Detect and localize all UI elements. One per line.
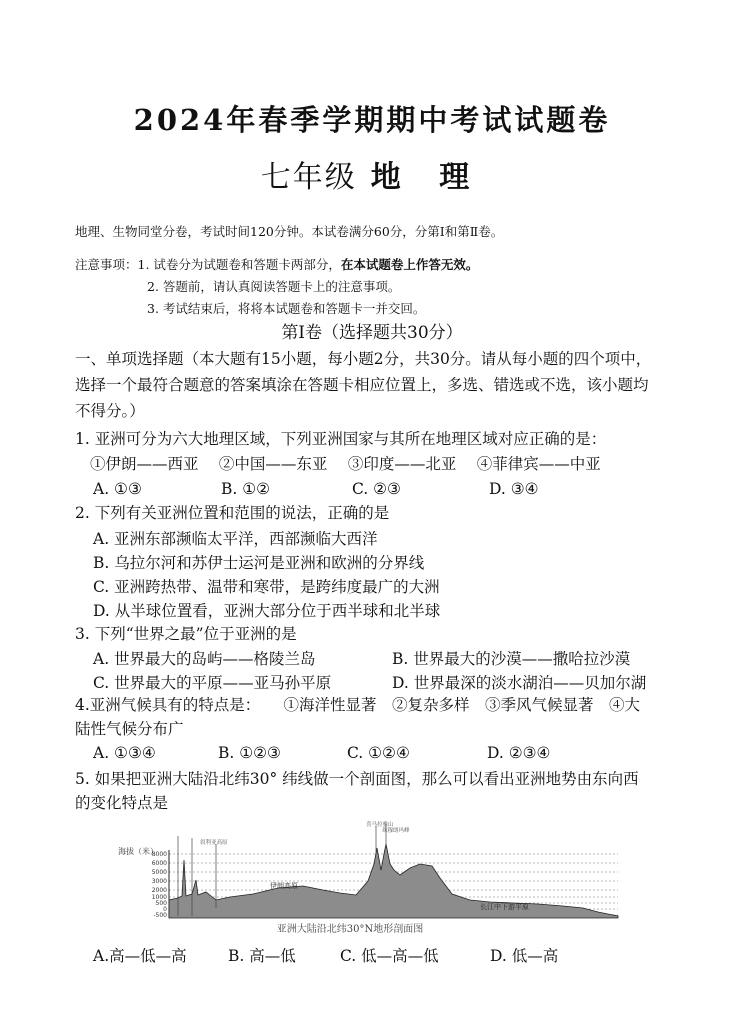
note-1-text: 1. 试卷分为试题卷和答题卡两部分， — [137, 257, 341, 272]
intro-text: 地理、生物同堂分卷，考试时间120分钟。本试卷满分60分，分第Ⅰ和第Ⅱ卷。 — [75, 224, 504, 239]
label-peak: 喜马拉雅山 — [366, 822, 394, 828]
label-plateau: 伊朗高原 — [270, 882, 298, 890]
q2-option-d[interactable]: D. 从半球位置看，亚洲大部分位于西半球和北半球 — [93, 602, 441, 620]
q4-stem-line-2: 陆性气候分布广 — [75, 720, 184, 738]
q1-option-b[interactable]: B. ①② — [221, 480, 271, 498]
q5-option-b[interactable]: B. 高—低 — [228, 947, 296, 965]
q5-option-c[interactable]: C. 低—高—低 — [340, 947, 439, 965]
q5-stem-line-2: 的变化特点是 — [75, 794, 169, 812]
part1-line-3: 不得分。） — [75, 402, 145, 420]
q5-option-a[interactable]: A.高—低—高 — [93, 947, 187, 965]
q5-stem-line-1: 5. 如果把亚洲大陆沿北纬30° 纬线做一个剖面图，那么可以看出亚洲地势由东向西 — [75, 770, 639, 788]
grade-subject — [0, 152, 744, 196]
exam-title: 2024年春季学期期中考试试题卷 — [133, 103, 611, 137]
q1-stem: 1. 亚洲可分为六大地理区域，下列亚洲国家与其所在地理区域对应正确的是： — [75, 430, 607, 448]
tick-500: 500 — [155, 900, 167, 907]
label-top-left: 叙利亚高原 — [200, 840, 228, 846]
label-yangtze: 长江中下游平原 — [480, 903, 529, 911]
tick-0: 0 — [163, 906, 167, 913]
notes-label: 注意事项： — [75, 257, 138, 272]
note-1-bold: 在本试题卷上作答无效。 — [340, 257, 479, 272]
section-title: 第Ⅰ卷（选择题共30分） — [281, 323, 463, 343]
q1-option-a[interactable]: A. ①③ — [93, 480, 142, 498]
tick-6000: 6000 — [151, 860, 167, 867]
label-peak-2: 珠穆朗玛峰 — [382, 828, 410, 834]
subject-label: 地 理 — [370, 160, 484, 195]
q3-option-d[interactable]: D. 世界最深的淡水湖泊——贝加尔湖 — [392, 674, 647, 692]
q2-stem: 2. 下列有关亚洲位置和范围的说法，正确的是 — [75, 504, 390, 522]
tick-5000: 5000 — [151, 869, 167, 876]
profile-axis-label: 海拔（米） — [118, 847, 158, 856]
tick-8000: 8000 — [151, 851, 167, 858]
q2-option-c[interactable]: C. 亚洲跨热带、温带和寒带，是跨纬度最广的大洲 — [93, 578, 440, 596]
notes-line-1 — [75, 254, 714, 276]
terrain-profile-figure — [118, 820, 620, 938]
q3-option-c[interactable]: C. 世界最大的平原——亚马孙平原 — [93, 674, 332, 692]
profile-caption: 亚洲大陆沿北纬30°N地形剖面图 — [276, 924, 424, 935]
q5-option-d[interactable]: D. 低—高 — [490, 947, 559, 965]
q2-option-b[interactable]: B. 乌拉尔河和苏伊士运河是亚洲和欧洲的分界线 — [93, 554, 425, 572]
q2-option-a[interactable]: A. 亚洲东部濒临太平洋，西部濒临大西洋 — [93, 530, 378, 548]
note-3: 3. 考试结束后，将将本试题卷和答题卡一并交回。 — [147, 301, 426, 316]
q3-option-b[interactable]: B. 世界最大的沙漠——撒哈拉沙漠 — [392, 650, 631, 668]
q4-option-d[interactable]: D. ②③④ — [487, 744, 551, 762]
tick-2000: 2000 — [151, 887, 167, 894]
tick-3000: 3000 — [151, 878, 167, 885]
q1-items: ①伊朗——西亚 ②中国——东亚 ③印度——北亚 ④菲律宾——中亚 — [90, 455, 601, 473]
part1-line-1: 一、单项选择题（本大题有15小题，每小题2分，共30分。请从每小题的四个项中， — [75, 350, 652, 368]
tick-neg500: -500 — [153, 912, 167, 919]
q1-option-d[interactable]: D. ③④ — [489, 480, 539, 498]
q4-option-c[interactable]: C. ①②④ — [347, 744, 410, 762]
q3-stem: 3. 下列“世界之最”位于亚洲的是 — [75, 625, 297, 643]
q3-option-a[interactable]: A. 世界最大的岛屿——格陵兰岛 — [93, 650, 316, 668]
note-2: 2. 答题前，请认真阅读答题卡上的注意事项。 — [147, 279, 401, 294]
q1-option-c[interactable]: C. ②③ — [352, 480, 401, 498]
grade-label: 七年级 — [260, 160, 357, 195]
part1-line-2: 选择一个最符合题意的答案填涂在答题卡相应位置上，多选、错选或不选，该小题均 — [75, 376, 649, 394]
q4-stem-line-1: 4.亚洲气候具有的特点是： ①海洋性显著 ②复杂多样 ③季风气候显著 ④大 — [75, 696, 641, 714]
q4-option-a[interactable]: A. ①③④ — [93, 744, 156, 762]
tick-1000: 1000 — [151, 894, 167, 901]
q4-option-b[interactable]: B. ①②③ — [218, 744, 281, 762]
